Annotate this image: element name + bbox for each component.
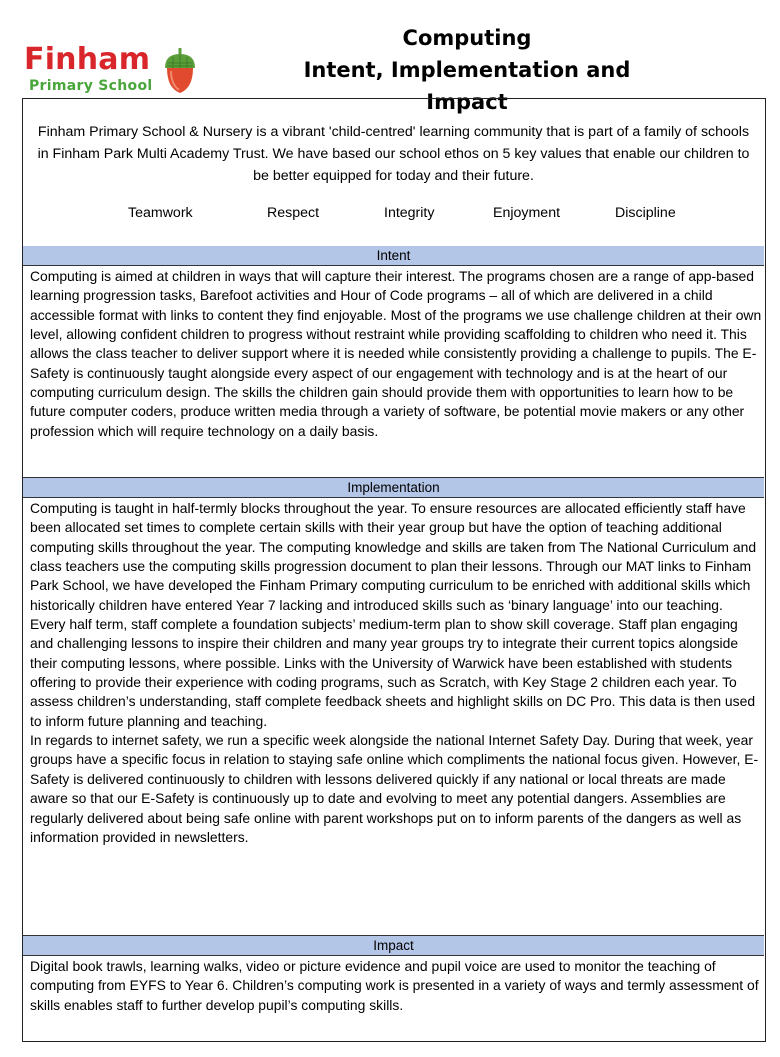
intro-box (23, 99, 764, 247)
logo-name: Finham (24, 42, 151, 77)
value-enjoyment: Enjoyment (493, 205, 561, 221)
page-header (0, 0, 780, 114)
value-teamwork: Teamwork (128, 205, 193, 221)
intent-heading: Intent (23, 246, 764, 266)
value-integrity: Integrity (384, 205, 435, 221)
implementation-heading: Implementation (23, 477, 764, 498)
title-subject: Computing (402, 26, 532, 50)
value-discipline: Discipline (615, 205, 676, 221)
impact-heading: Impact (23, 935, 764, 956)
acorn-icon (163, 48, 197, 94)
content-frame (22, 98, 766, 1042)
title-sections: Intent, Implementation and Impact (303, 58, 631, 114)
impact-text: Digital book trawls, learning walks, video or picture evidence and pupil voice are used to monitor the teaching of computing from EYFS to Year 6. Children’s computing work is presented in a variety of ways and termly assessment of skills enables staff to further develop pupil’s computing skills. (30, 958, 759, 1013)
intro-text: Finham Primary School & Nursery is a vibrant 'child-centred' learning community that is part of a family of schools in Finham Park Multi Academy Trust. We have based our school ethos on 5 key values that enable our children to be better equipped for today and their future. (37, 124, 750, 184)
value-respect: Respect (267, 205, 320, 221)
intent-text: Computing is aimed at children in ways that will capture their interest. The programs chosen are a range of app-based learning progression tasks, Barefoot activities and Hour of Code programs – all of which are delivered in a child accessible format with links to content they find enjoyable. Most of the programs we use challenge children at their own level, allowing confident children to progress without restraint while providing scaffolding to children who need it. This allows the class teacher to deliver support where it is needed while consistently providing a challenge to pupils. The E-Safety is continuously taught alongside every aspect of our engagement with technology and is at the heart of our computing curriculum design. The skills the children gain should provide them with opportunities to learn how to be future computer coders, produce written media through a variety of software, be potential movie makers or any other profession which will require technology on a daily basis. (30, 268, 762, 439)
implementation-paragraph: Computing is taught in half-termly blocks throughout the year. To ensure resources are allocated efficiently staff have been allocated set times to complete certain skills with their year group but have the option of teaching additional computing skills throughout the year. The computing knowledge and skills are taken from The National Curriculum and class teachers use the computing skills progression document to plan their lessons. Through our MAT links to Finham Park School, we have developed the Finham Primary computing curriculum to be enriched with additional skills which historically children have entered Year 7 lacking and introduced skills such as ‘binary language’ into our teaching. Every half term, staff complete a foundation subjects’ medium-term plan to show skill coverage. Staff plan engaging and challenging lessons to inspire their children and many year groups try to integrate their current topics alongside their computing lessons, where possible. Links with the University of Warwick have been established with students offering to provide their experience with coding programs, such as Scratch, with Key Stage 2 children each year. To assess children’s understanding, staff complete feedback sheets and highlight skills on DC Pro. This data is then used to inform future planning and teaching. (30, 500, 757, 729)
implementation-text (30, 499, 762, 847)
logo-subtitle: Primary School (29, 78, 153, 94)
internet-safety-paragraph: In regards to internet safety, we run a specific week alongside the national Internet Safety Day. During that week, year groups have a specific focus in relation to staying safe online which compliments the national focus given. However, E-Safety is delivered continuously to children with lessons delivered quickly if any national or local threats are made aware so that our E-Safety is continuously up to date and evolving to meet any potential dangers. Assemblies are regularly delivered about being safe online with parent workshops put on to inform parents of the dangers as well as information provided in newsletters. (30, 732, 759, 845)
